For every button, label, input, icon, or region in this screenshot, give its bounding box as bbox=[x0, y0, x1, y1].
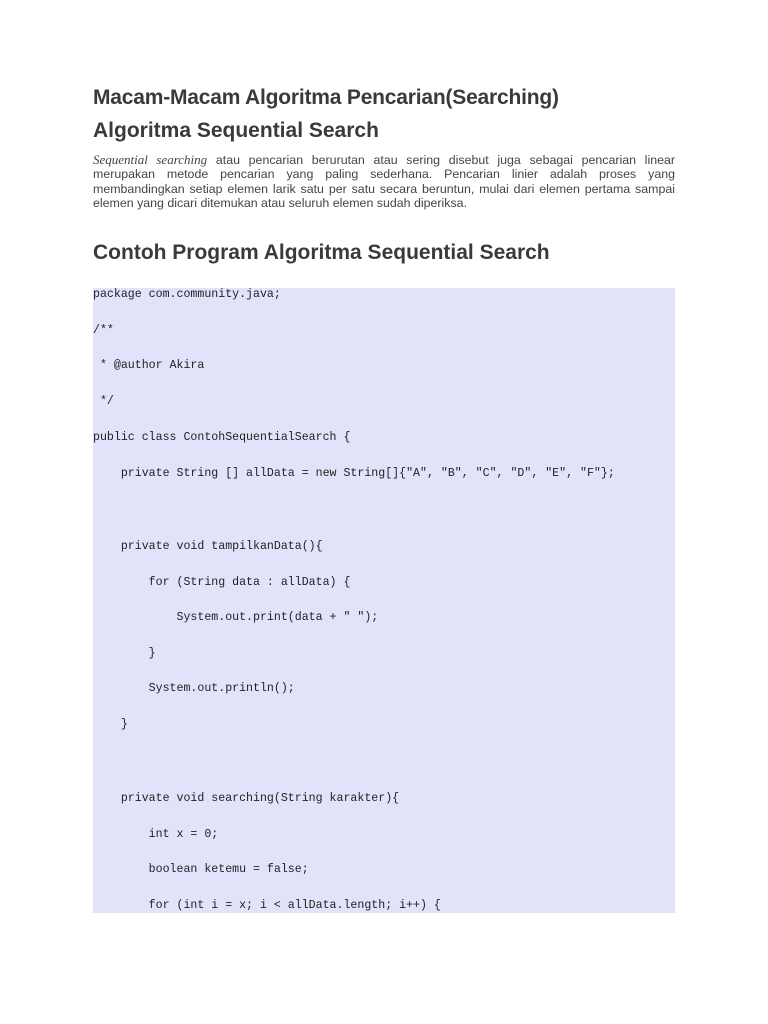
code-line: boolean ketemu = false; bbox=[93, 863, 309, 876]
intro-text: atau pencarian berurutan atau sering disebut juga sebagai pencarian linear merupakan metode pencarian yang paling sederhana. Pencarian linier adalah proses yang membandingkan setiap elemen larik satu per satu secara beruntun, mulai dari elemen pertama sampai elemen yang dicari ditemukan atau seluruh elemen sudah diperiksa. bbox=[93, 153, 675, 211]
code-line: int x = 0; bbox=[93, 828, 219, 841]
code-line: System.out.print(data + " "); bbox=[93, 611, 379, 624]
code-line: */ bbox=[93, 395, 114, 408]
code-block bbox=[93, 288, 675, 913]
code-line: /** bbox=[93, 324, 114, 337]
code-line: public class ContohSequentialSearch { bbox=[93, 431, 351, 444]
code-line: for (String data : allData) { bbox=[93, 576, 351, 589]
code-line: System.out.println(); bbox=[93, 682, 295, 695]
page-subtitle: Algoritma Sequential Search bbox=[93, 119, 379, 142]
code-line: private void searching(String karakter){ bbox=[93, 792, 400, 805]
code-line: * @author Akira bbox=[93, 359, 205, 372]
section-title: Contoh Program Algoritma Sequential Search bbox=[93, 241, 550, 264]
code-line: } bbox=[93, 647, 156, 660]
code-line: private String [] allData = new String[]{"A", "B", "C", "D", "E", "F"}; bbox=[93, 467, 615, 480]
intro-emphasis: Sequential searching bbox=[93, 152, 208, 167]
code-line: private void tampilkanData(){ bbox=[93, 540, 323, 553]
code-line: package com.community.java; bbox=[93, 288, 281, 301]
intro-paragraph bbox=[93, 153, 675, 211]
code-line: } bbox=[93, 718, 128, 731]
code-line: for (int i = x; i < allData.length; i++) { bbox=[93, 899, 441, 912]
page-title: Macam-Macam Algoritma Pencarian(Searching) bbox=[93, 86, 559, 109]
